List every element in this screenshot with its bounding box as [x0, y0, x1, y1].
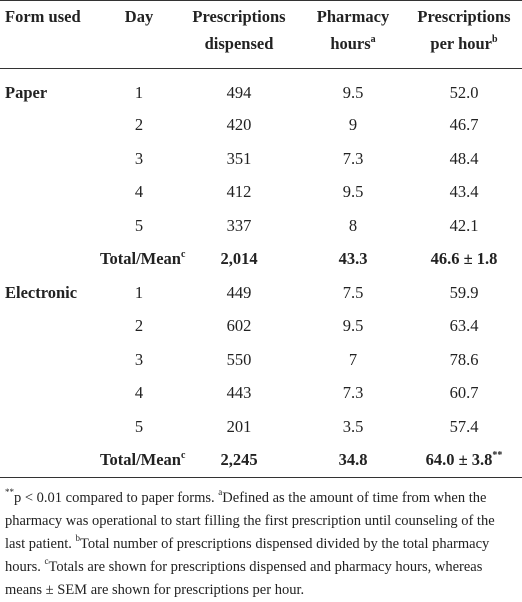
cell-hours: 7.3 — [342, 148, 364, 168]
table-row — [0, 343, 522, 377]
cell-hours: 9 — [348, 115, 358, 135]
total-hours: 34.8 — [338, 450, 368, 470]
table-row — [0, 377, 522, 411]
total-label — [100, 444, 186, 478]
total-label — [100, 243, 186, 277]
cell-day: 4 — [134, 182, 144, 202]
cell-dispensed: 443 — [226, 383, 252, 403]
cell-day: 3 — [134, 349, 144, 369]
total-per-hour — [406, 243, 522, 277]
header-form-used: Form used — [5, 7, 81, 26]
cell-dispensed: 201 — [226, 416, 252, 436]
total-hours: 43.3 — [338, 249, 368, 269]
footnote-marker: b — [492, 33, 498, 45]
footnote-text: p < 0.01 compared to paper forms. — [14, 490, 215, 506]
footnote-marker: b — [75, 533, 80, 544]
cell-dispensed: 449 — [226, 282, 252, 302]
total-dispensed: 2,245 — [220, 450, 258, 470]
total-dispensed: 2,014 — [220, 249, 258, 269]
table-row — [0, 410, 522, 444]
table-row — [0, 310, 522, 344]
cell-hours: 3.5 — [342, 416, 364, 436]
header-prescriptions-per-hour-text: Prescriptions per hour — [417, 7, 511, 53]
cell-per-hour: 60.7 — [449, 383, 479, 403]
header-day: Day — [124, 7, 154, 26]
footnote-marker: ** — [5, 487, 14, 498]
cell-dispensed: 550 — [226, 349, 252, 369]
cell-hours: 7.3 — [342, 383, 364, 403]
total-per-hour-text: 46.6 ± 1.8 — [430, 249, 498, 269]
footnote-text: Defined as the amount of time from when the pharmacy was operational to start filling the first prescription until counseling of the last patient. — [5, 490, 495, 552]
cell-hours: 9.5 — [342, 182, 364, 202]
cell-per-hour: 78.6 — [449, 349, 479, 369]
cell-dispensed: 337 — [226, 215, 252, 235]
total-label-text: Total/Mean — [100, 450, 181, 470]
cell-day: 5 — [134, 416, 144, 436]
cell-hours: 7.5 — [342, 282, 364, 302]
cell-per-hour: 59.9 — [449, 282, 479, 302]
footnote-marker: ** — [492, 449, 503, 461]
total-row — [0, 444, 522, 478]
table-row — [0, 142, 522, 176]
total-per-hour-text: 64.0 ± 3.8 — [425, 450, 493, 470]
table-row — [0, 69, 522, 109]
total-per-hour — [406, 444, 522, 478]
group-label: Paper — [5, 82, 48, 102]
cell-per-hour: 63.4 — [449, 316, 479, 336]
cell-day: 3 — [134, 148, 144, 168]
table-row — [0, 109, 522, 143]
header-prescriptions-dispensed: Prescriptions dispensed — [192, 7, 286, 53]
total-row — [0, 243, 522, 277]
footnote-marker: a — [218, 487, 223, 498]
cell-day: 1 — [134, 82, 144, 102]
cell-day: 2 — [134, 316, 144, 336]
cell-dispensed: 351 — [226, 148, 252, 168]
cell-dispensed: 494 — [226, 82, 252, 102]
cell-dispensed: 602 — [226, 316, 252, 336]
cell-per-hour: 48.4 — [449, 148, 479, 168]
cell-hours: 9.5 — [342, 316, 364, 336]
footnote-text: Total number of prescriptions dispensed divided by the total pharmacy hours. — [5, 536, 490, 575]
cell-hours: 7 — [348, 349, 358, 369]
footnote-text: Totals are shown for prescriptions dispensed and pharmacy hours, whereas means ± SEM are shown for prescriptions per hour. — [5, 559, 483, 598]
table-footnotes — [0, 478, 522, 602]
table-row — [0, 176, 522, 210]
cell-per-hour: 52.0 — [449, 82, 479, 102]
cell-dispensed: 412 — [226, 182, 252, 202]
table-row — [0, 209, 522, 243]
group-label: Electronic — [5, 282, 78, 302]
cell-per-hour: 42.1 — [449, 215, 479, 235]
footnote-marker: c — [180, 449, 186, 461]
cell-hours: 8 — [348, 215, 358, 235]
header-pharmacy-hours-text: Pharmacy hours — [316, 7, 390, 53]
cell-day: 2 — [134, 115, 144, 135]
cell-day: 5 — [134, 215, 144, 235]
cell-day: 1 — [134, 282, 144, 302]
cell-per-hour: 43.4 — [449, 182, 479, 202]
table-row — [0, 276, 522, 310]
footnote-marker: c — [44, 556, 49, 567]
total-label-text: Total/Mean — [100, 249, 181, 269]
cell-per-hour: 46.7 — [449, 115, 479, 135]
footnote-marker: a — [370, 33, 376, 45]
cell-per-hour: 57.4 — [449, 416, 479, 436]
footnote-marker: c — [180, 248, 186, 260]
cell-dispensed: 420 — [226, 115, 252, 135]
cell-day: 4 — [134, 383, 144, 403]
header-prescriptions-per-hour — [406, 1, 522, 69]
cell-hours: 9.5 — [342, 82, 364, 102]
header-row — [0, 1, 522, 69]
header-pharmacy-hours — [300, 1, 406, 69]
